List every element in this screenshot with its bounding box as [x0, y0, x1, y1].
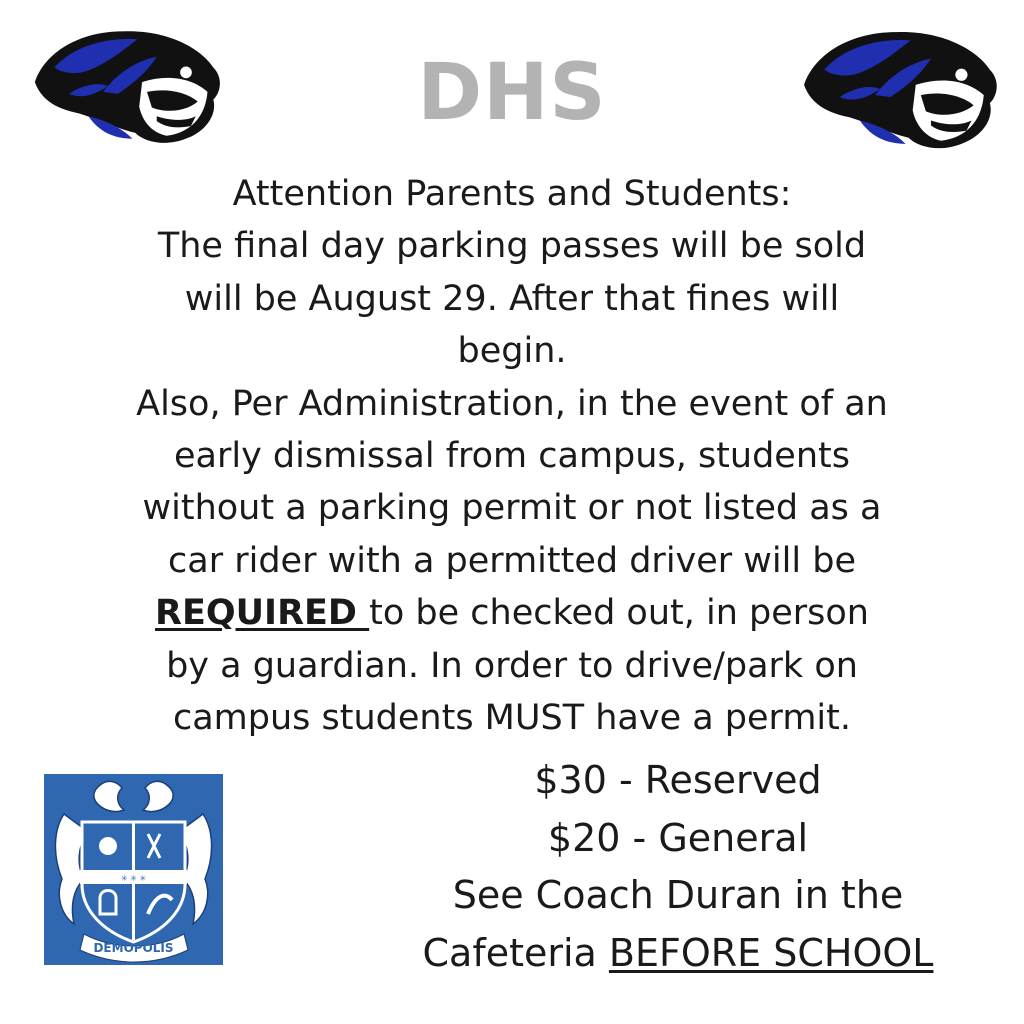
contact-line: See Coach Duran in the [452, 873, 904, 917]
page-title: DHS [417, 48, 607, 138]
location-line [390, 925, 966, 983]
svg-text:✳ ✳ ✳: ✳ ✳ ✳ [120, 874, 147, 883]
notice-line: early dismissal from campus, students [174, 436, 850, 477]
required-emphasis: REQUIRED [155, 593, 370, 634]
notice-line: Attention Parents and Students: [232, 174, 792, 214]
price-general: $20 - General [547, 815, 809, 860]
crest-label: DEMOPOLIS [93, 941, 174, 955]
notice-line: by a guardian. In order to drive/park on [166, 645, 858, 686]
notice-line: car rider with a permitted driver will be [168, 540, 856, 581]
time-emphasis: BEFORE SCHOOL [608, 930, 934, 975]
notice-line: The final day parking passes will be sold [157, 226, 867, 267]
notice-text [100, 168, 924, 744]
price-reserved: $30 - Reserved [534, 758, 822, 802]
notice-line: begin. [457, 331, 567, 372]
notice-line-rest: to be checked out, in person [369, 593, 869, 634]
location-text: Cafeteria [422, 930, 609, 975]
notice-line: Also, Per Administration, in the event of an [136, 383, 888, 424]
notice-line: campus students MUST have a permit. [172, 698, 851, 739]
pricing-block [390, 752, 966, 982]
notice-line-required [100, 587, 924, 639]
demopolis-crest [44, 774, 223, 965]
notice-line: without a parking permit or not listed as a [142, 488, 882, 529]
notice-line: will be August 29. After that fines will [184, 278, 840, 319]
